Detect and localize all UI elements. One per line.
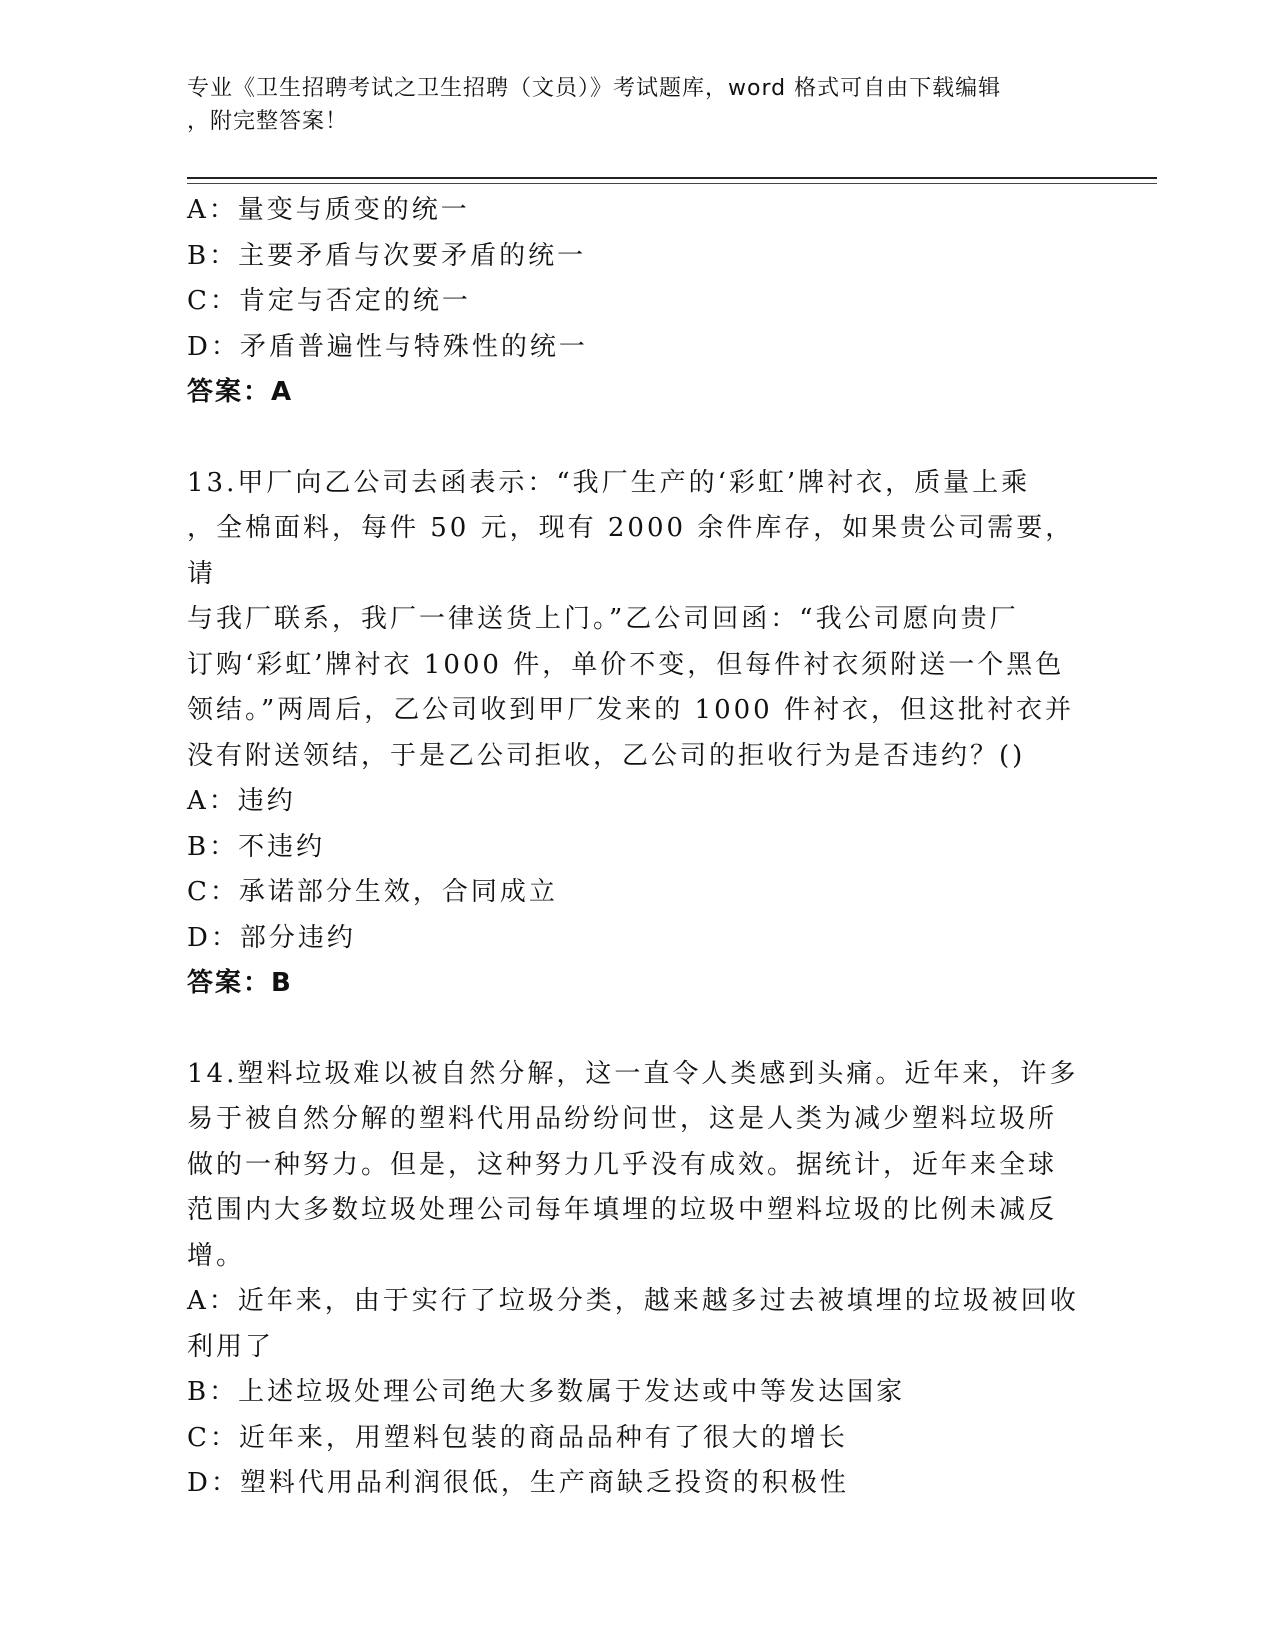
q12-answer: 答案：A <box>187 377 294 407</box>
q14-option-c: C：近年来，用塑料包装的商品品种有了很大的增长 <box>187 1422 848 1453</box>
q12-option-b: B：主要矛盾与次要矛盾的统一 <box>187 240 587 271</box>
q12-option-c: C：肯定与否定的统一 <box>187 286 471 316</box>
q13-option-a: A：违约 <box>187 786 296 816</box>
q13-option-c: C：承诺部分生效，合同成立 <box>187 877 558 907</box>
q13-text-line: 领结。”两周后，乙公司收到甲厂发来的 1000 件衬衣，但这批衬衣并 <box>187 695 1074 725</box>
header-rule-thick <box>187 177 1157 179</box>
question-13-block <box>187 461 1087 1007</box>
q12-option-a: A：量变与质变的统一 <box>187 195 470 225</box>
q12-option-d: D：矛盾普遍性与特殊性的统一 <box>187 331 588 362</box>
q13-text-line: 与我厂联系，我厂一律送货上门。”乙公司回函：“我公司愿向贵厂 <box>187 604 1019 634</box>
q14-option-a-cont: 利用了 <box>187 1331 275 1362</box>
q14-text-line: 增。 <box>187 1240 246 1271</box>
q14-option-b: B：上述垃圾处理公司绝大多数属于发达或中等发达国家 <box>187 1377 906 1407</box>
q14-option-a: A：近年来，由于实行了垃圾分类，越来越多过去被填埋的垃圾被回收 <box>187 1286 1079 1316</box>
q13-text-line: 13.甲厂向乙公司去函表示：“我厂生产的‘彩虹’牌衬衣，质量上乘 <box>187 467 1031 498</box>
q14-text-line: 范围内大多数垃圾处理公司每年填埋的垃圾中塑料垃圾的比例未减反 <box>187 1195 1058 1225</box>
q13-answer: 答案：B <box>187 968 293 998</box>
q13-text-line: ，全棉面料，每件 50 元，现有 2000 余件库存，如果贵公司需要，请 <box>187 513 1075 589</box>
q13-option-d: D：部分违约 <box>187 922 356 953</box>
page-header <box>187 72 1087 138</box>
header-line-1: 专业《卫生招聘考试之卫生招聘（文员）》考试题库，word 格式可自由下载编辑 <box>187 76 1002 101</box>
header-rule-thin <box>187 183 1157 184</box>
q14-text-line: 做的一种努力。但是，这种努力几乎没有成效。据统计，近年来全球 <box>187 1149 1058 1180</box>
question-content <box>187 188 1087 1507</box>
q14-option-d: D：塑料代用品利润很低，生产商缺乏投资的积极性 <box>187 1468 849 1498</box>
q13-text-line: 没有附送领结，于是乙公司拒收，乙公司的拒收行为是否违约？() <box>187 740 1026 771</box>
q13-text-line: 订购‘彩虹’牌衬衣 1000 件，单价不变，但每件衬衣须附送一个黑色 <box>187 649 1065 680</box>
question-12-block <box>187 188 1087 416</box>
q14-text-line: 易于被自然分解的塑料代用品纷纷问世，这是人类为减少塑料垃圾所 <box>187 1104 1058 1134</box>
q13-option-b: B：不违约 <box>187 831 326 862</box>
header-line-2: ，附完整答案！ <box>187 109 349 134</box>
question-14-block <box>187 1052 1087 1507</box>
q14-text-line: 14.塑料垃圾难以被自然分解，这一直令人类感到头痛。近年来，许多 <box>187 1058 1079 1089</box>
